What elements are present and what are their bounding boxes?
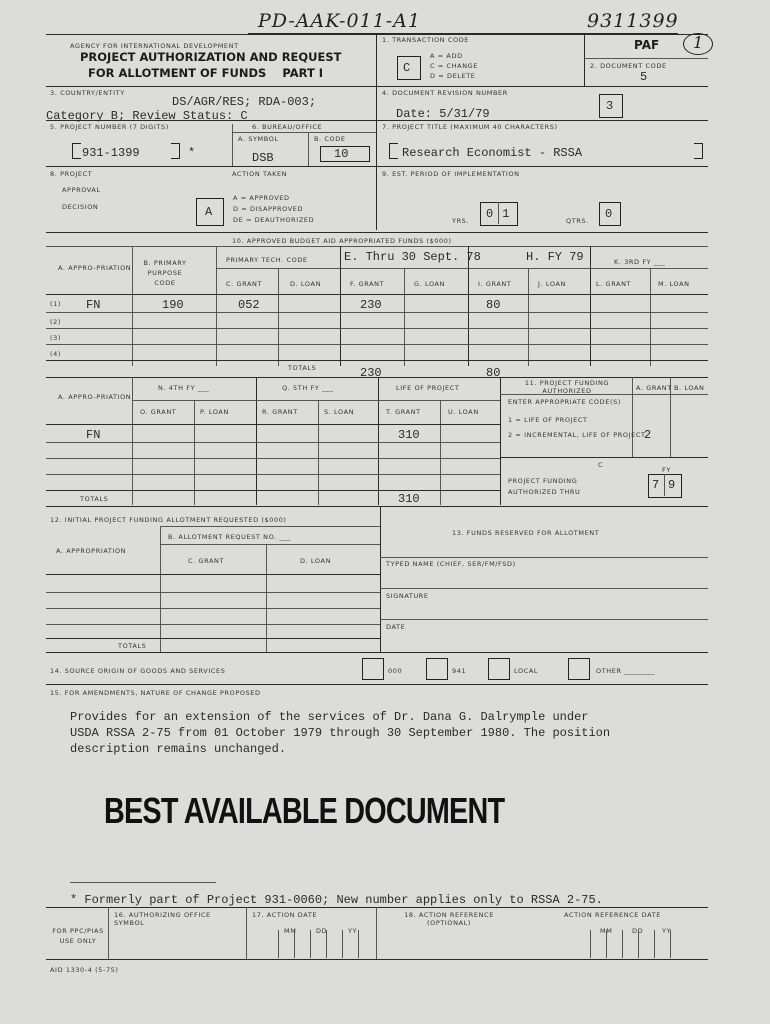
- budget2-sub-u: U. LOAN: [448, 408, 479, 416]
- approval-decision-value: A: [205, 205, 213, 219]
- allotment-label: 12. INITIAL PROJECT FUNDING ALLOTMENT REQUESTED ($000): [50, 516, 287, 524]
- footer-ref-mm: MM: [600, 927, 613, 935]
- project-number-suffix: *: [188, 146, 196, 160]
- transaction-opt-change: C = CHANGE: [430, 62, 478, 70]
- budget2-row-line-2: [46, 458, 500, 459]
- budget-row1-approp: FN: [86, 298, 101, 312]
- budget2-life-label: LIFE OF PROJECT: [396, 384, 460, 392]
- budget-col-divider-h: [468, 246, 469, 366]
- budget-row-3: (3): [50, 334, 62, 342]
- reserved-signature: SIGNATURE: [386, 592, 429, 600]
- authorized-label: 11. PROJECT FUNDING AUTHORIZED: [524, 379, 610, 395]
- budget-col-divider-b: [216, 246, 217, 366]
- authorized-header-line: [500, 394, 708, 395]
- date-digit-divider: [670, 930, 671, 958]
- bureau-left-divider: [232, 124, 233, 166]
- allotment-header-line: [160, 526, 380, 527]
- allotment-row-line-1: [46, 592, 380, 593]
- budget2-sub-t: T. GRANT: [386, 408, 421, 416]
- amendments-line-3: description remains unchanged.: [70, 742, 287, 756]
- budget-totals-label: TOTALS: [288, 364, 317, 372]
- footnote: * Formerly part of Project 931-0060; New number applies only to RSSA 2-75.: [70, 893, 603, 907]
- doc-code-divider: [584, 58, 708, 59]
- row-border-3: [46, 166, 708, 167]
- budget-sub-m: M. LOAN: [658, 280, 690, 288]
- source-opt-local: LOCAL: [514, 667, 539, 675]
- amendments-line-2: USDA RSSA 2-75 from 01 October 1979 through 30 September 1980. The position: [70, 726, 611, 740]
- budget-row1-purpose: 190: [162, 298, 184, 312]
- reserved-line-3: [380, 619, 708, 620]
- budget-row-line-4: [46, 360, 708, 361]
- project-title-value: Research Economist - RSSA: [402, 146, 583, 160]
- bureau-code-value: 10: [334, 147, 349, 161]
- row-border-2: [46, 120, 708, 121]
- budget2-row-line-0: [46, 424, 500, 425]
- budget2-divider-a: [132, 377, 133, 505]
- budget2-row1-approp: FN: [86, 428, 101, 442]
- budget2-q-label: Q. 5TH FY ___: [282, 384, 334, 392]
- approval-opt-approved: A = APPROVED: [233, 194, 290, 202]
- footer-yy: YY: [348, 927, 358, 935]
- implementation-yrs-value: 01: [486, 207, 519, 221]
- transaction-opt-delete: D = DELETE: [430, 72, 476, 80]
- reserved-typed-name: TYPED NAME (CHIEF, SER/FM/FSD): [386, 560, 516, 568]
- budget-sub-g: G. LOAN: [414, 280, 446, 288]
- allotment-totals-label: TOTALS: [118, 642, 147, 650]
- budget-row-4: (4): [50, 350, 62, 358]
- bureau-symbol-value: DSB: [252, 151, 274, 165]
- form-title-line1: PROJECT AUTHORIZATION AND REQUEST: [80, 50, 342, 64]
- paf-divider: [584, 34, 585, 86]
- allotment-b-label: B. ALLOTMENT REQUEST NO. ___: [168, 533, 291, 541]
- doc-code-value: 5: [640, 70, 648, 84]
- footer-divider-18: [376, 907, 377, 959]
- source-checkbox-local[interactable]: [488, 658, 510, 680]
- footer-dd: DD: [316, 927, 328, 935]
- approval-label-3: DECISION: [62, 203, 99, 211]
- authorized-value: 2: [644, 428, 652, 442]
- budget2-sub-s: S. LOAN: [324, 408, 355, 416]
- budget2-subheader-line: [132, 400, 500, 401]
- budget-subheader-line: [216, 268, 708, 269]
- reserved-date: DATE: [386, 623, 406, 631]
- allotment-col-divider-c: [266, 544, 267, 652]
- country-label: 3. COUNTRY/ENTITY: [50, 89, 125, 97]
- reserved-line-1: [380, 557, 708, 558]
- budget-totals-i: 80: [486, 366, 501, 380]
- budget-header-line: [46, 246, 708, 247]
- authorized-fy-label: FY: [662, 466, 671, 474]
- bureau-symbol-label: A. SYMBOL: [238, 135, 279, 143]
- budget-row1-tech: 052: [238, 298, 260, 312]
- approval-opt-deauthorized: DE = DEAUTHORIZED: [233, 216, 315, 224]
- project-number-bracket-left: [72, 143, 81, 159]
- agency-name: AGENCY FOR INTERNATIONAL DEVELOPMENT: [70, 42, 239, 50]
- reserved-label: 13. FUNDS RESERVED FOR ALLOTMENT: [452, 529, 600, 537]
- source-checkbox-000[interactable]: [362, 658, 384, 680]
- date-digit-divider: [342, 930, 343, 958]
- best-available-document-stamp: BEST AVAILABLE DOCUMENT: [104, 790, 505, 831]
- budget-row-line-1: [46, 312, 708, 313]
- implementation-yrs-label: YRS.: [452, 217, 470, 225]
- authorized-loan-divider: [670, 377, 671, 457]
- row-border-5: [46, 506, 708, 507]
- bureau-code-divider: [308, 132, 309, 166]
- budget2-divider-life: [378, 377, 379, 505]
- allotment-right-divider: [380, 506, 381, 652]
- country-value: DS/AGR/RES; RDA-003;: [172, 95, 317, 109]
- center-divider-top: [376, 34, 377, 230]
- transaction-code-label: 1. TRANSACTION CODE: [382, 36, 470, 44]
- budget-sub-divider-4: [650, 268, 651, 366]
- authorized-enter: ENTER APPROPRIATE CODE(S): [508, 398, 621, 406]
- bureau-label: 6. BUREAU/OFFICE: [252, 123, 323, 131]
- footer-action-date: 17. ACTION DATE: [252, 911, 318, 919]
- row-border-6: [46, 652, 708, 653]
- row-border-4: [46, 232, 708, 233]
- implementation-qtrs-value: 0: [605, 207, 613, 221]
- budget2-row-line-1: [46, 442, 500, 443]
- allotment-loan: D. LOAN: [300, 557, 332, 565]
- footer-authorizing-office: 16. AUTHORIZING OFFICE SYMBOL: [114, 911, 211, 927]
- footer-action-reference-date: ACTION REFERENCE DATE: [564, 911, 661, 919]
- source-checkbox-other[interactable]: [568, 658, 590, 680]
- row-border-7: [46, 684, 708, 685]
- paf-label: PAF: [634, 38, 660, 52]
- footer-divider-17: [246, 907, 247, 959]
- budget-sub-d: D. LOAN: [290, 280, 322, 288]
- date-digit-divider: [358, 930, 359, 958]
- allotment-row-line-3: [46, 624, 380, 625]
- budget-sub-j: J. LOAN: [538, 280, 566, 288]
- budget2-row-line-3: [46, 474, 500, 475]
- date-digit-divider: [310, 930, 311, 958]
- budget-col-purpose: B. PRIMARY PURPOSE CODE: [143, 259, 187, 287]
- budget-totals-f: 230: [360, 366, 382, 380]
- budget2-sub-p: P. LOAN: [200, 408, 229, 416]
- source-opt-000: 000: [388, 667, 403, 675]
- budget2-totals-label: TOTALS: [80, 495, 109, 503]
- implementation-qtrs-label: QTRS.: [566, 217, 589, 225]
- footnote-rule: [70, 882, 216, 883]
- budget-col-divider-a: [132, 246, 133, 366]
- bureau-code-label: B. CODE: [314, 135, 346, 143]
- footer-action-reference: 18. ACTION REFERENCE (OPTIONAL): [404, 911, 494, 927]
- budget-row-line-2: [46, 328, 708, 329]
- footer-bottom-line: [46, 959, 708, 960]
- footer-top-line: [46, 907, 708, 908]
- date-digit-divider: [654, 930, 655, 958]
- authorized-code2: 2 = INCREMENTAL, LIFE OF PROJECT: [508, 431, 646, 439]
- budget2-sub-r: R. GRANT: [262, 408, 298, 416]
- paf-circle-number: 1: [693, 33, 705, 52]
- budget2-sub-o: O. GRANT: [140, 408, 177, 416]
- footer-divider-16: [108, 907, 109, 959]
- transaction-opt-add: A = ADD: [430, 52, 463, 60]
- authorized-thru-label-1: PROJECT FUNDING: [508, 477, 578, 485]
- allotment-grant: C. GRANT: [188, 557, 225, 565]
- budget-col-divider-e: [340, 246, 341, 366]
- budget-k-label: K. 3RD FY ___: [614, 258, 666, 266]
- allotment-row-line-0: [46, 574, 380, 575]
- amendments-line-1: Provides for an extension of the services of Dr. Dana G. Dalrymple under: [70, 710, 589, 724]
- authorized-mid-line: [500, 457, 708, 458]
- category-value: Category B; Review Status: C: [46, 109, 248, 123]
- budget2-divider-right: [500, 377, 501, 505]
- action-taken-label: ACTION TAKEN: [232, 170, 288, 178]
- budget-row1-i: 80: [486, 298, 501, 312]
- title-bracket-left: [389, 143, 398, 159]
- authorized-thru-digit-2: 9: [668, 478, 676, 492]
- budget-fy: H. FY 79: [526, 250, 584, 264]
- date-digit-divider: [622, 930, 623, 958]
- authorized-thru-digit-1: 7: [652, 478, 660, 492]
- budget-sub-divider-1: [278, 268, 279, 366]
- budget-col-divider-k: [590, 246, 591, 366]
- allotment-row-line-2: [46, 608, 380, 609]
- budget2-divider-q: [256, 377, 257, 505]
- approval-label-1: 8. PROJECT: [50, 170, 93, 178]
- implementation-label: 9. EST. PERIOD OF IMPLEMENTATION: [382, 170, 520, 178]
- allotment-row-line-4: [46, 638, 380, 639]
- budget-primary-tech: PRIMARY TECH. CODE: [226, 256, 308, 264]
- budget-col-approp: A. APPRO-PRIATION: [58, 264, 132, 272]
- revision-value: 3: [606, 99, 614, 113]
- bureau-sub-divider: [232, 132, 376, 133]
- budget-row-line-3: [46, 344, 708, 345]
- authorized-code1: 1 = LIFE OF PROJECT: [508, 416, 588, 424]
- budget-sub-f: F. GRANT: [350, 280, 385, 288]
- approval-label-2: APPROVAL: [62, 186, 101, 194]
- form-id: AID 1330-4 (5-75): [50, 966, 119, 974]
- project-number-bracket-right: [171, 143, 180, 159]
- date-digit-divider: [638, 930, 639, 958]
- form-title-line2: FOR ALLOTMENT OF FUNDS PART I: [88, 66, 324, 80]
- project-title-label: 7. PROJECT TITLE (MAXIMUM 40 CHARACTERS): [382, 123, 558, 131]
- transaction-code-value: C: [403, 61, 411, 75]
- footer-mm: MM: [284, 927, 297, 935]
- date-digit-divider: [606, 930, 607, 958]
- budget2-col-approp: A. APPRO-PRIATION: [58, 393, 132, 401]
- authorized-c-label: C: [598, 461, 604, 469]
- budget-period: E. Thru 30 Sept. 78: [344, 250, 481, 264]
- revision-label: 4. DOCUMENT REVISION NUMBER: [382, 89, 508, 97]
- budget-sub-divider-2: [404, 268, 405, 366]
- date-digit-divider: [590, 930, 591, 958]
- top-border: [46, 34, 708, 35]
- authorized-thru-digit-divider: [664, 474, 665, 496]
- doc-code-label: 2. DOCUMENT CODE: [590, 62, 667, 70]
- allotment-subheader-line: [160, 544, 380, 545]
- source-opt-other: OTHER ________: [596, 667, 656, 675]
- handwritten-reference: 9311399: [587, 10, 679, 32]
- budget-label: 10. APPROVED BUDGET AID APPROPRIATED FUNDS ($000): [232, 237, 452, 245]
- authorized-loan: B. LOAN: [674, 384, 705, 392]
- budget-sub-c: C. GRANT: [226, 280, 263, 288]
- budget-row-2: (2): [50, 318, 62, 326]
- budget-row-line-0: [46, 294, 708, 295]
- date-digit-divider: [326, 930, 327, 958]
- budget-sub-l: L. GRANT: [596, 280, 632, 288]
- budget2-totals-t: 310: [398, 492, 420, 506]
- footer-ref-dd: DD: [632, 927, 644, 935]
- authorized-thru-label-2: AUTHORIZED THRU: [508, 488, 581, 496]
- source-opt-941: 941: [452, 667, 467, 675]
- footer-ref-yy: YY: [662, 927, 672, 935]
- reserved-line-2: [380, 588, 708, 589]
- approval-opt-disapproved: D = DISAPPROVED: [233, 205, 304, 213]
- budget2-n-label: N. 4TH FY ___: [158, 384, 210, 392]
- source-label: 14. SOURCE ORIGIN OF GOODS AND SERVICES: [50, 667, 226, 675]
- footer-for-label: FOR PPC/PIAS USE ONLY: [52, 927, 104, 945]
- budget-sub-divider-3: [528, 268, 529, 366]
- budget-row1-f: 230: [360, 298, 382, 312]
- budget-sub-i: I. GRANT: [478, 280, 512, 288]
- allotment-col-approp: A. APPROPRIATION: [56, 547, 127, 555]
- authorized-grant-divider: [632, 377, 633, 457]
- budget2-row1-t: 310: [398, 428, 420, 442]
- revision-date: Date: 5/31/79: [396, 107, 490, 121]
- authorized-grant: A. GRANT: [636, 384, 672, 392]
- row-border-1: [46, 86, 708, 87]
- handwritten-project-id: PD-AAK-011-A1: [258, 10, 421, 32]
- date-digit-divider: [278, 930, 279, 958]
- budget-row-1: (1): [50, 300, 62, 308]
- source-checkbox-941[interactable]: [426, 658, 448, 680]
- project-number-value: 931-1399: [82, 146, 140, 160]
- amendments-label: 15. FOR AMENDMENTS, NATURE OF CHANGE PROPOSED: [50, 689, 261, 697]
- project-number-label: 5. PROJECT NUMBER (7 DIGITS): [50, 123, 169, 131]
- date-digit-divider: [294, 930, 295, 958]
- title-bracket-right: [694, 143, 703, 159]
- budget2-row-line-4: [46, 490, 500, 491]
- budget-totals-line: [46, 377, 708, 378]
